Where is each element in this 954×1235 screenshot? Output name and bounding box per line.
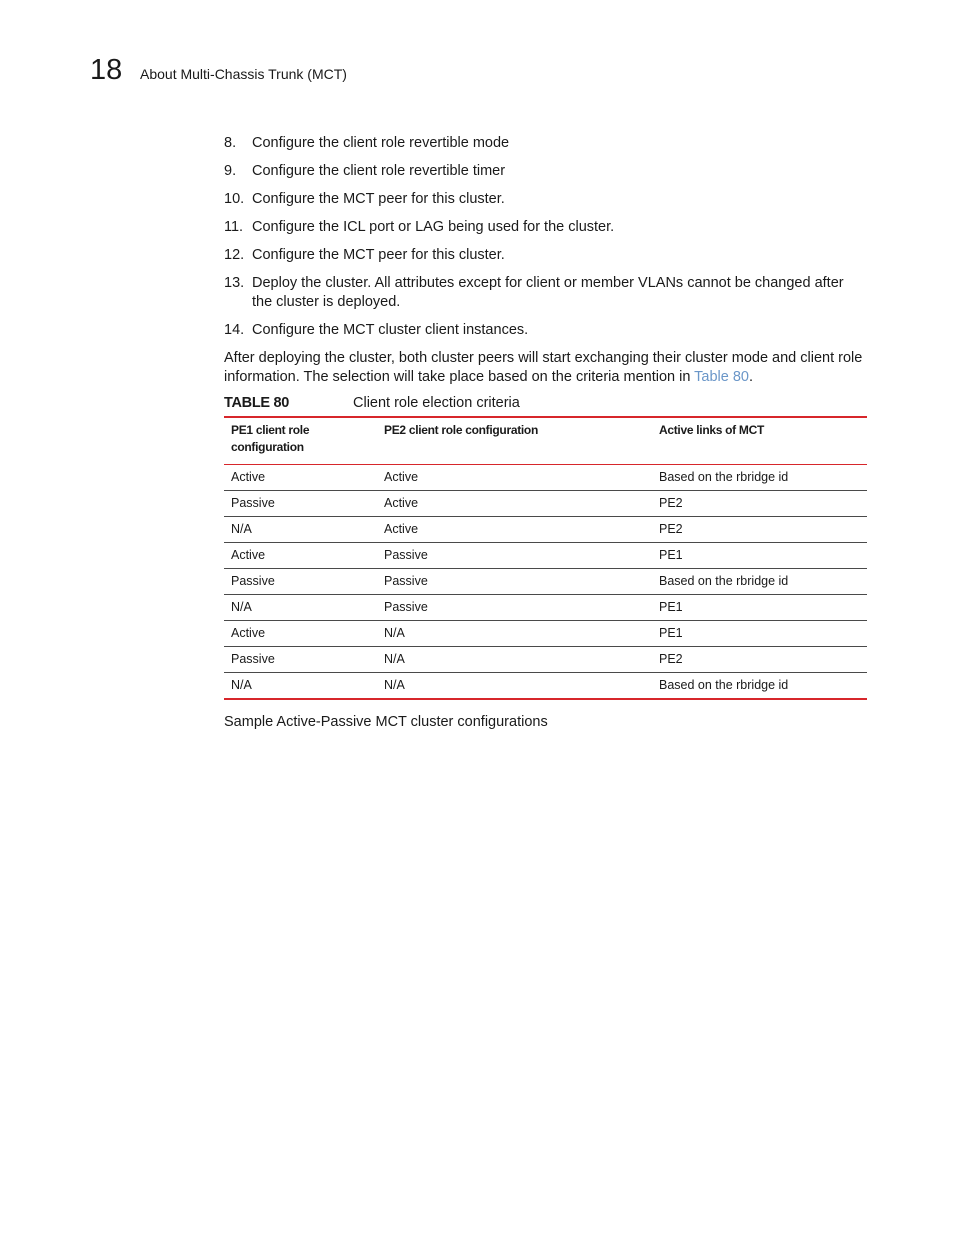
- table-row: [224, 647, 867, 673]
- paragraph-text: After deploying the cluster, both cluster peers will start exchanging their cluster mode and client role information. The selection will take place based on the criteria mention in: [224, 350, 863, 385]
- step-item: [224, 190, 864, 209]
- section-heading: Sample Active-Passive MCT cluster configurations: [224, 714, 548, 730]
- table-cell: PE1: [652, 595, 867, 621]
- step-number: 9.: [224, 163, 237, 179]
- step-item: [224, 274, 864, 312]
- step-number: 14.: [224, 322, 245, 338]
- table-cell: Passive: [377, 595, 652, 621]
- step-number: 8.: [224, 135, 237, 151]
- table-row: [224, 543, 867, 569]
- table-row: [224, 621, 867, 647]
- step-item: [224, 321, 864, 340]
- table-cell: Active: [224, 621, 377, 647]
- table-cell: Based on the rbridge id: [652, 465, 867, 491]
- table-row: [224, 569, 867, 595]
- table-cell: Active: [377, 491, 652, 517]
- table-80-link[interactable]: Table 80: [694, 369, 749, 385]
- step-item: [224, 246, 864, 265]
- step-text: Configure the client role revertible mode: [252, 135, 510, 151]
- table-cell: PE2: [652, 491, 867, 517]
- column-header: PE1 client role configuration: [231, 423, 310, 454]
- table-row: [224, 673, 867, 700]
- step-number: 12.: [224, 247, 245, 263]
- table-cell: N/A: [377, 621, 652, 647]
- table-cell: Passive: [224, 569, 377, 595]
- step-text: Configure the ICL port or LAG being used for the cluster.: [252, 219, 615, 235]
- paragraph-end: .: [749, 369, 754, 385]
- table-cell: Passive: [224, 647, 377, 673]
- chapter-number: 18: [90, 54, 123, 86]
- table-cell: Based on the rbridge id: [652, 569, 867, 595]
- chapter-title: About Multi-Chassis Trunk (MCT): [140, 66, 347, 82]
- table-cell: Based on the rbridge id: [652, 673, 867, 700]
- table-cell: PE1: [652, 543, 867, 569]
- table-cell: N/A: [224, 595, 377, 621]
- client-role-table: [224, 416, 867, 700]
- table-cell: Active: [377, 465, 652, 491]
- step-number: 13.: [224, 275, 245, 291]
- column-header: PE2 client role configuration: [384, 423, 538, 437]
- table-cell: Active: [224, 543, 377, 569]
- table-cell: Passive: [224, 491, 377, 517]
- table-cell: Passive: [377, 543, 652, 569]
- table-header-row: [224, 417, 867, 465]
- table-cell: PE2: [652, 647, 867, 673]
- table-cell: PE2: [652, 517, 867, 543]
- table-cell: N/A: [224, 673, 377, 700]
- step-text: Configure the client role revertible timer: [252, 163, 506, 179]
- table-cell: Active: [224, 465, 377, 491]
- table-row: [224, 465, 867, 491]
- table-cell: PE1: [652, 621, 867, 647]
- table-row: [224, 595, 867, 621]
- table-row: [224, 517, 867, 543]
- procedure-steps: [224, 134, 864, 349]
- table-cell: N/A: [224, 517, 377, 543]
- step-number: 11.: [224, 219, 244, 235]
- body-paragraph: [224, 349, 864, 387]
- step-text: Configure the MCT cluster client instances.: [252, 322, 529, 338]
- column-header: Active links of MCT: [659, 423, 764, 437]
- table-row: [224, 491, 867, 517]
- step-text: Deploy the cluster. All attributes except for client or member VLANs cannot be changed after the cluster is deployed.: [252, 275, 844, 310]
- table-cell: N/A: [377, 673, 652, 700]
- step-number: 10.: [224, 191, 245, 207]
- table-title: Client role election criteria: [353, 395, 520, 411]
- table-label: TABLE 80: [224, 395, 290, 411]
- table-cell: Passive: [377, 569, 652, 595]
- table-cell: N/A: [377, 647, 652, 673]
- step-item: [224, 134, 864, 153]
- step-text: Configure the MCT peer for this cluster.: [252, 191, 505, 207]
- step-item: [224, 162, 864, 181]
- table-caption: [224, 394, 864, 412]
- table-cell: Active: [377, 517, 652, 543]
- step-text: Configure the MCT peer for this cluster.: [252, 247, 505, 263]
- step-item: [224, 218, 864, 237]
